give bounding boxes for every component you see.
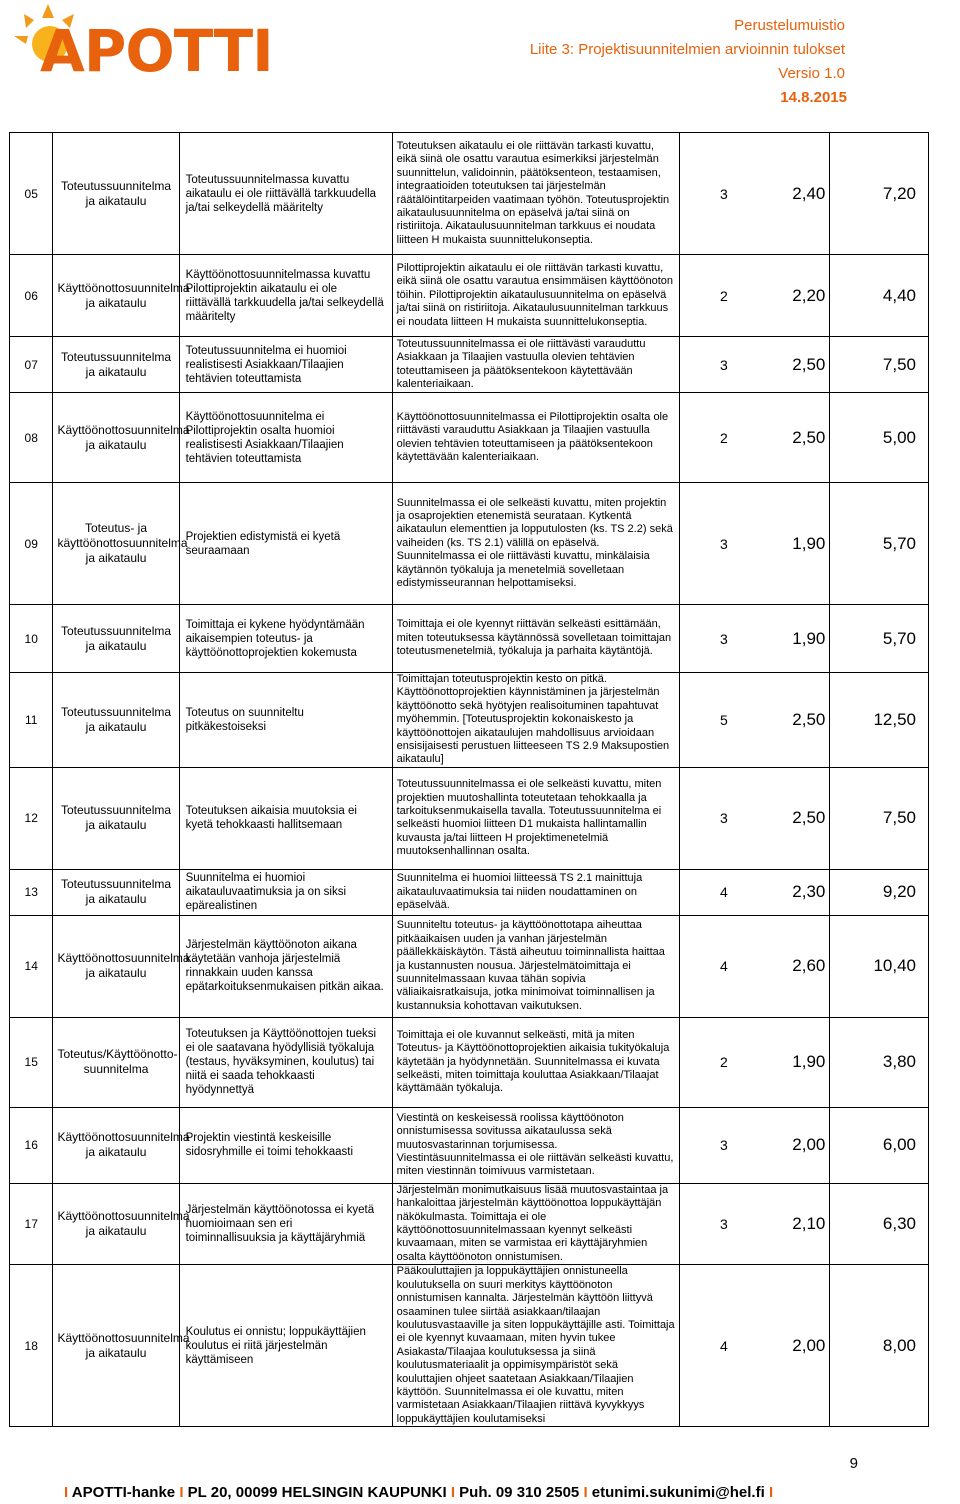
risk-assessment-table [9,132,929,1427]
row-number: 18 [10,1265,53,1427]
logo-wordmark: APOTTI [40,17,273,85]
total-score: 7,50 [830,337,929,393]
footer-project: APOTTI-hanke [71,1484,176,1501]
total-score: 7,50 [830,767,929,869]
row-number: 13 [10,869,53,915]
row-number: 15 [10,1017,53,1107]
risk-description: Projektin viestintä keskeisille sidosryhmille ei toimi tehokkaasti [179,1107,392,1183]
footer-address: PL 20, 00099 HELSINGIN KAUPUNKI [187,1484,447,1501]
plan-area: Käyttöönottosuunnitelma ja aikataulu [53,915,179,1017]
probability-value: 2 [679,255,731,337]
total-score: 5,00 [830,393,929,483]
plan-area: Käyttöönottosuunnitelma ja aikataulu [53,1107,179,1183]
table-row [10,1107,929,1183]
total-score: 6,00 [830,1107,929,1183]
probability-value: 3 [679,337,731,393]
footer-separator: I [450,1484,455,1501]
risk-description: Käyttöönottosuunnitelmassa kuvattu Pilottiprojektin aikataulu ei ole riittävällä tarkkuudella ja/tai selkeydellä määritelty [179,255,392,337]
row-number: 10 [10,605,53,673]
plan-area: Toteutus/Käyttöönotto-suunnitelma [53,1017,179,1107]
probability-value: 2 [679,1017,731,1107]
table-row [10,1017,929,1107]
row-number: 12 [10,767,53,869]
row-number: 14 [10,915,53,1017]
assessment-text: Toimittaja ei ole kuvannut selkeästi, mitä ja miten Toteutus- ja Käyttöönottoprojektien aikaisia tukityökaluja käytetään ja hyödynnetään. Suunnitelmassa ei kuvata selkeästi, miten toimittaja kouluttaa Asiakkaan/Tilaajat käyttämään työkaluja. [392,1017,679,1107]
page-number: 9 [849,1455,858,1472]
table-row [10,393,929,483]
plan-area: Toteutussuunnitelma ja aikataulu [53,673,179,768]
table-row [10,133,929,255]
table-row [10,673,929,768]
document-header [425,14,845,110]
footer-separator: I [583,1484,588,1501]
table-row [10,1183,929,1264]
plan-area: Toteutussuunnitelma ja aikataulu [53,133,179,255]
probability-value: 4 [679,869,731,915]
total-score: 3,80 [830,1017,929,1107]
assessment-text: Toteutussuunnitelmassa ei ole selkeästi kuvattu, miten projektien muutoshallinta toteutetaan tehokkaalla ja tarkoituksenmukaisella tavalla. Toteutussuunnitelma ei selkeästi huomioi liitteen D1 mukaista hallintamallin kuvausta ja/tai liitteen H projektimenetelmiä muutoksenhallinnan osalta. [392,767,679,869]
table-row [10,255,929,337]
probability-value: 3 [679,483,731,605]
risk-description: Toteutuksen ja Käyttöönottojen tueksi ei ole saatavana hyödyllisiä työkaluja (testaus, hyväksyminen, koulutus) tai niitä ei saada tehokkaasti hyödynnettyä [179,1017,392,1107]
total-score: 8,00 [830,1265,929,1427]
risk-description: Toimittaja ei kykene hyödyntämään aikaisempien toteutus- ja käyttöönottoprojektien kokemusta [179,605,392,673]
footer-separator: I [64,1484,69,1501]
impact-value: 2,00 [732,1107,830,1183]
impact-value: 2,40 [732,133,830,255]
impact-value: 2,60 [732,915,830,1017]
plan-area: Käyttöönottosuunnitelma ja aikataulu [53,1265,179,1427]
plan-area: Käyttöönottosuunnitelma ja aikataulu [53,1183,179,1264]
probability-value: 3 [679,1183,731,1264]
probability-value: 3 [679,133,731,255]
plan-area: Toteutussuunnitelma ja aikataulu [53,767,179,869]
plan-area: Toteutussuunnitelma ja aikataulu [53,337,179,393]
footer-contact [64,1484,773,1501]
impact-value: 1,90 [732,605,830,673]
impact-value: 1,90 [732,1017,830,1107]
assessment-text: Toimittaja ei ole kyennyt riittävän selkeästi esittämään, miten toteutuksessa käytännössä sovelletaan toimittajan toteutusmenetelmiä, työkaluja ja parhaita käytäntöjä. [392,605,679,673]
plan-area: Käyttöönottosuunnitelma ja aikataulu [53,393,179,483]
row-number: 17 [10,1183,53,1264]
footer-separator: I [179,1484,184,1501]
probability-value: 2 [679,393,731,483]
doc-type: Perustelumuistio [734,17,845,34]
table-row [10,483,929,605]
table-row [10,915,929,1017]
total-score: 10,40 [830,915,929,1017]
assessment-text: Pääkouluttajien ja loppukäyttäjien onnistuneella koulutuksella on suuri merkitys käyttöönoton onnistumisen kannalta. Järjestelmän käyttöön liittyvä osaaminen tulee siirtää asiakkaan/tilaajan koulutusvastaaville ja siten loppukäyttäjille asti. Toimittaja ei ole kyennyt kuvaamaan, miten hyvin tukee Asiakasta/Tilaajaa koulutuksessa ja siinä koulutusmateriaalit ja oppimisympäristöt sekä kouluttajien ohjeet saatetaan Asiakkaan/Tilaajien käyttöön. Suunnitelmassa ei ole kuvattu, miten varmistetaan Asiakkaan/Tilaajien riittävä kyvykkyys loppukäyttäjien koulutamiseksi [392,1265,679,1427]
table-row [10,869,929,915]
row-number: 06 [10,255,53,337]
impact-value: 2,20 [732,255,830,337]
appendix-title: Liite 3: Projektisuunnitelmien arvioinnin tulokset [529,41,845,58]
risk-description: Toteutus on suunniteltu pitkäkestoiseksi [179,673,392,768]
impact-value: 2,50 [732,673,830,768]
total-score: 7,20 [830,133,929,255]
total-score: 4,40 [830,255,929,337]
table-row [10,337,929,393]
footer-email: etunimi.sukunimi@hel.fi [591,1484,765,1501]
total-score: 9,20 [830,869,929,915]
plan-area: Toteutussuunnitelma ja aikataulu [53,605,179,673]
apotti-logo [8,0,273,90]
total-score: 12,50 [830,673,929,768]
risk-description: Toteutussuunnitelma ei huomioi realistisesti Asiakkaan/Tilaajien tehtävien toteuttamista [179,337,392,393]
impact-value: 1,90 [732,483,830,605]
row-number: 11 [10,673,53,768]
plan-area: Käyttöönottosuunnitelma ja aikataulu [53,255,179,337]
document-date: 14.8.2015 [780,89,847,106]
footer-phone: Puh. 09 310 2505 [459,1484,580,1501]
row-number: 16 [10,1107,53,1183]
impact-value: 2,30 [732,869,830,915]
assessment-text: Toteutussuunnitelmassa ei ole riittävästi varauduttu Asiakkaan ja Tilaajien vastuulla olevien tehtävien toteuttamiseen ja päätöksentekoon käytettävään kalenteriaikaan. [392,337,679,393]
risk-description: Järjestelmän käyttöönoton aikana käytetään vanhoja järjestelmiä rinnakkain uuden kanssa epätarkoituksenmukaisen pitkän aikaa. [179,915,392,1017]
assessment-text: Pilottiprojektin aikataulu ei ole riittävän tarkasti kuvattu, eikä siinä ole osattu varautua ensimmäisen käyttöönoton töihin. Pilottiprojektin aikataulusuunnitelma on epäselvä ja/tai siinä on ristiriitoja. Aikataulusuunnitelman tarkkuus ei noudata liitteen H mukaista suunnittelukonseptia. [392,255,679,337]
risk-description: Järjestelmän käyttöönotossa ei kyetä huomioimaan sen eri toiminnallisuuksia ja käyttäjäryhmiä [179,1183,392,1264]
impact-value: 2,50 [732,337,830,393]
probability-value: 3 [679,1107,731,1183]
assessment-text: Suunnitelmassa ei ole selkeästi kuvattu, miten projektin ja osaprojektien etenemistä seurataan. Kytkentä aikataulun elementtien ja lopputulosten (ks. TS 2.2) sekä vaiheiden (ks. TS 2.1) välillä on epäselvä. Suunnitelmassa ei ole riittävästi kuvattu, minkälaisia käytännön työkaluja ja menetelmiä sovelletaan edistymisseurannan helpottamiseksi. [392,483,679,605]
probability-value: 5 [679,673,731,768]
assessment-text: Toimittajan toteutusprojektin kesto on pitkä. Käyttöönottoprojektien käynnistäminen ja järjestelmän käyttöönotto sekä hyötyjen realisoituminen tapahtuvat myöhemmin. [Toteutusprojektin kokonaiskesto ja käyttöönottojen aikataulujen mahdollisuus arvioidaan ensisijaisesti perustuen liitteeseen TS 2.9 Maksupostien aikataulu] [392,673,679,768]
row-number: 05 [10,133,53,255]
table-row [10,605,929,673]
assessment-text: Käyttöönottosuunnitelmassa ei Pilottiprojektin osalta ole riittävästi varauduttu Asiakkaan ja Tilaajien vastuulla olevien tehtävien toteuttamiseen ja päätöksentekoon käytettävään kalenteriaikaan. [392,393,679,483]
probability-value: 4 [679,915,731,1017]
impact-value: 2,50 [732,393,830,483]
assessment-text: Toteutuksen aikataulu ei ole riittävän tarkasti kuvattu, eikä siinä ole osattu varautua esimerkiksi järjestelmän suunnittelun, validoinnin, päätöksenteon, testaamisen, integraatioiden toteutuksen tai järjestelmän räätälöintitarpeiden vaatimaan työhön. Toteutusprojektin aikataulusuunnitelma on epäselvä ja/tai siinä on ristiriitoja. Aikataulusuunnitelman tarkkuus ei noudata liitteen H mukaista suunnittelukonseptia. [392,133,679,255]
total-score: 5,70 [830,483,929,605]
table-row [10,767,929,869]
impact-value: 2,50 [732,767,830,869]
plan-area: Toteutus- ja käyttöönottosuunnitelma ja aikataulu [53,483,179,605]
risk-description: Käyttöönottosuunnitelma ei Pilottiprojektin osalta huomioi realistisesti Asiakkaan/Tilaajien tehtävien toteuttamista [179,393,392,483]
footer-separator: I [768,1484,774,1501]
impact-value: 2,10 [732,1183,830,1264]
risk-description: Koulutus ei onnistu; loppukäyttäjien koulutus ei riitä järjestelmän käyttämiseen [179,1265,392,1427]
version: Versio 1.0 [778,65,845,82]
plan-area: Toteutussuunnitelma ja aikataulu [53,869,179,915]
risk-description: Toteutuksen aikaisia muutoksia ei kyetä tehokkaasti hallitsemaan [179,767,392,869]
total-score: 6,30 [830,1183,929,1264]
probability-value: 3 [679,605,731,673]
risk-description: Toteutussuunnitelmassa kuvattu aikataulu ei ole riittävällä tarkkuudella ja/tai selkeydellä määritelty [179,133,392,255]
assessment-text: Viestintä on keskeisessä roolissa käyttöönoton onnistumisessa sovitussa aikataulussa sekä muutosvastarinnan torjumisessa. Viestintäsuunnitelmassa ei ole riittävän selkeästi kuvattu, miten viestinnän toimivuus varmistetaan. [392,1107,679,1183]
total-score: 5,70 [830,605,929,673]
row-number: 07 [10,337,53,393]
risk-description: Projektien edistymistä ei kyetä seuraamaan [179,483,392,605]
assessment-text: Järjestelmän monimutkaisuus lisää muutosvastaintaa ja hankaloittaa järjestelmän käyttöönottoa loppukäyttäjän näkökulmasta. Toimittaja ei ole käyttöönottosuunnitelmassaan kyennyt selkeästi kuvaamaan, miten se varmistaa eri käyttäjäryhmien osalta käyttöönoton onnistumisen. [392,1183,679,1264]
row-number: 08 [10,393,53,483]
risk-description: Suunnitelma ei huomioi aikatauluvaatimuksia ja on siksi epärealistinen [179,869,392,915]
row-number: 09 [10,483,53,605]
probability-value: 3 [679,767,731,869]
table-row [10,1265,929,1427]
probability-value: 4 [679,1265,731,1427]
impact-value: 2,00 [732,1265,830,1427]
assessment-text: Suunnitelma ei huomioi liitteessä TS 2.1 mainittuja aikatauluvaatimuksia tai niiden noudattaminen on epäselvää. [392,869,679,915]
assessment-text: Suunniteltu toteutus- ja käyttöönottotapa aiheuttaa pitkäaikaisen uuden ja vanhan järjestelmän päällekkäiskäytön. Tästä aiheutuu toiminnallista haittaa ja kustannusten nousua. Järjestelmätoimittaja ei suunnitelmassaan kuvaa tähän sopivia väliaikaisratkaisuja, jotka minimoivat toiminnallisen ja kustannuksia kohottavan vaikutuksen. [392,915,679,1017]
